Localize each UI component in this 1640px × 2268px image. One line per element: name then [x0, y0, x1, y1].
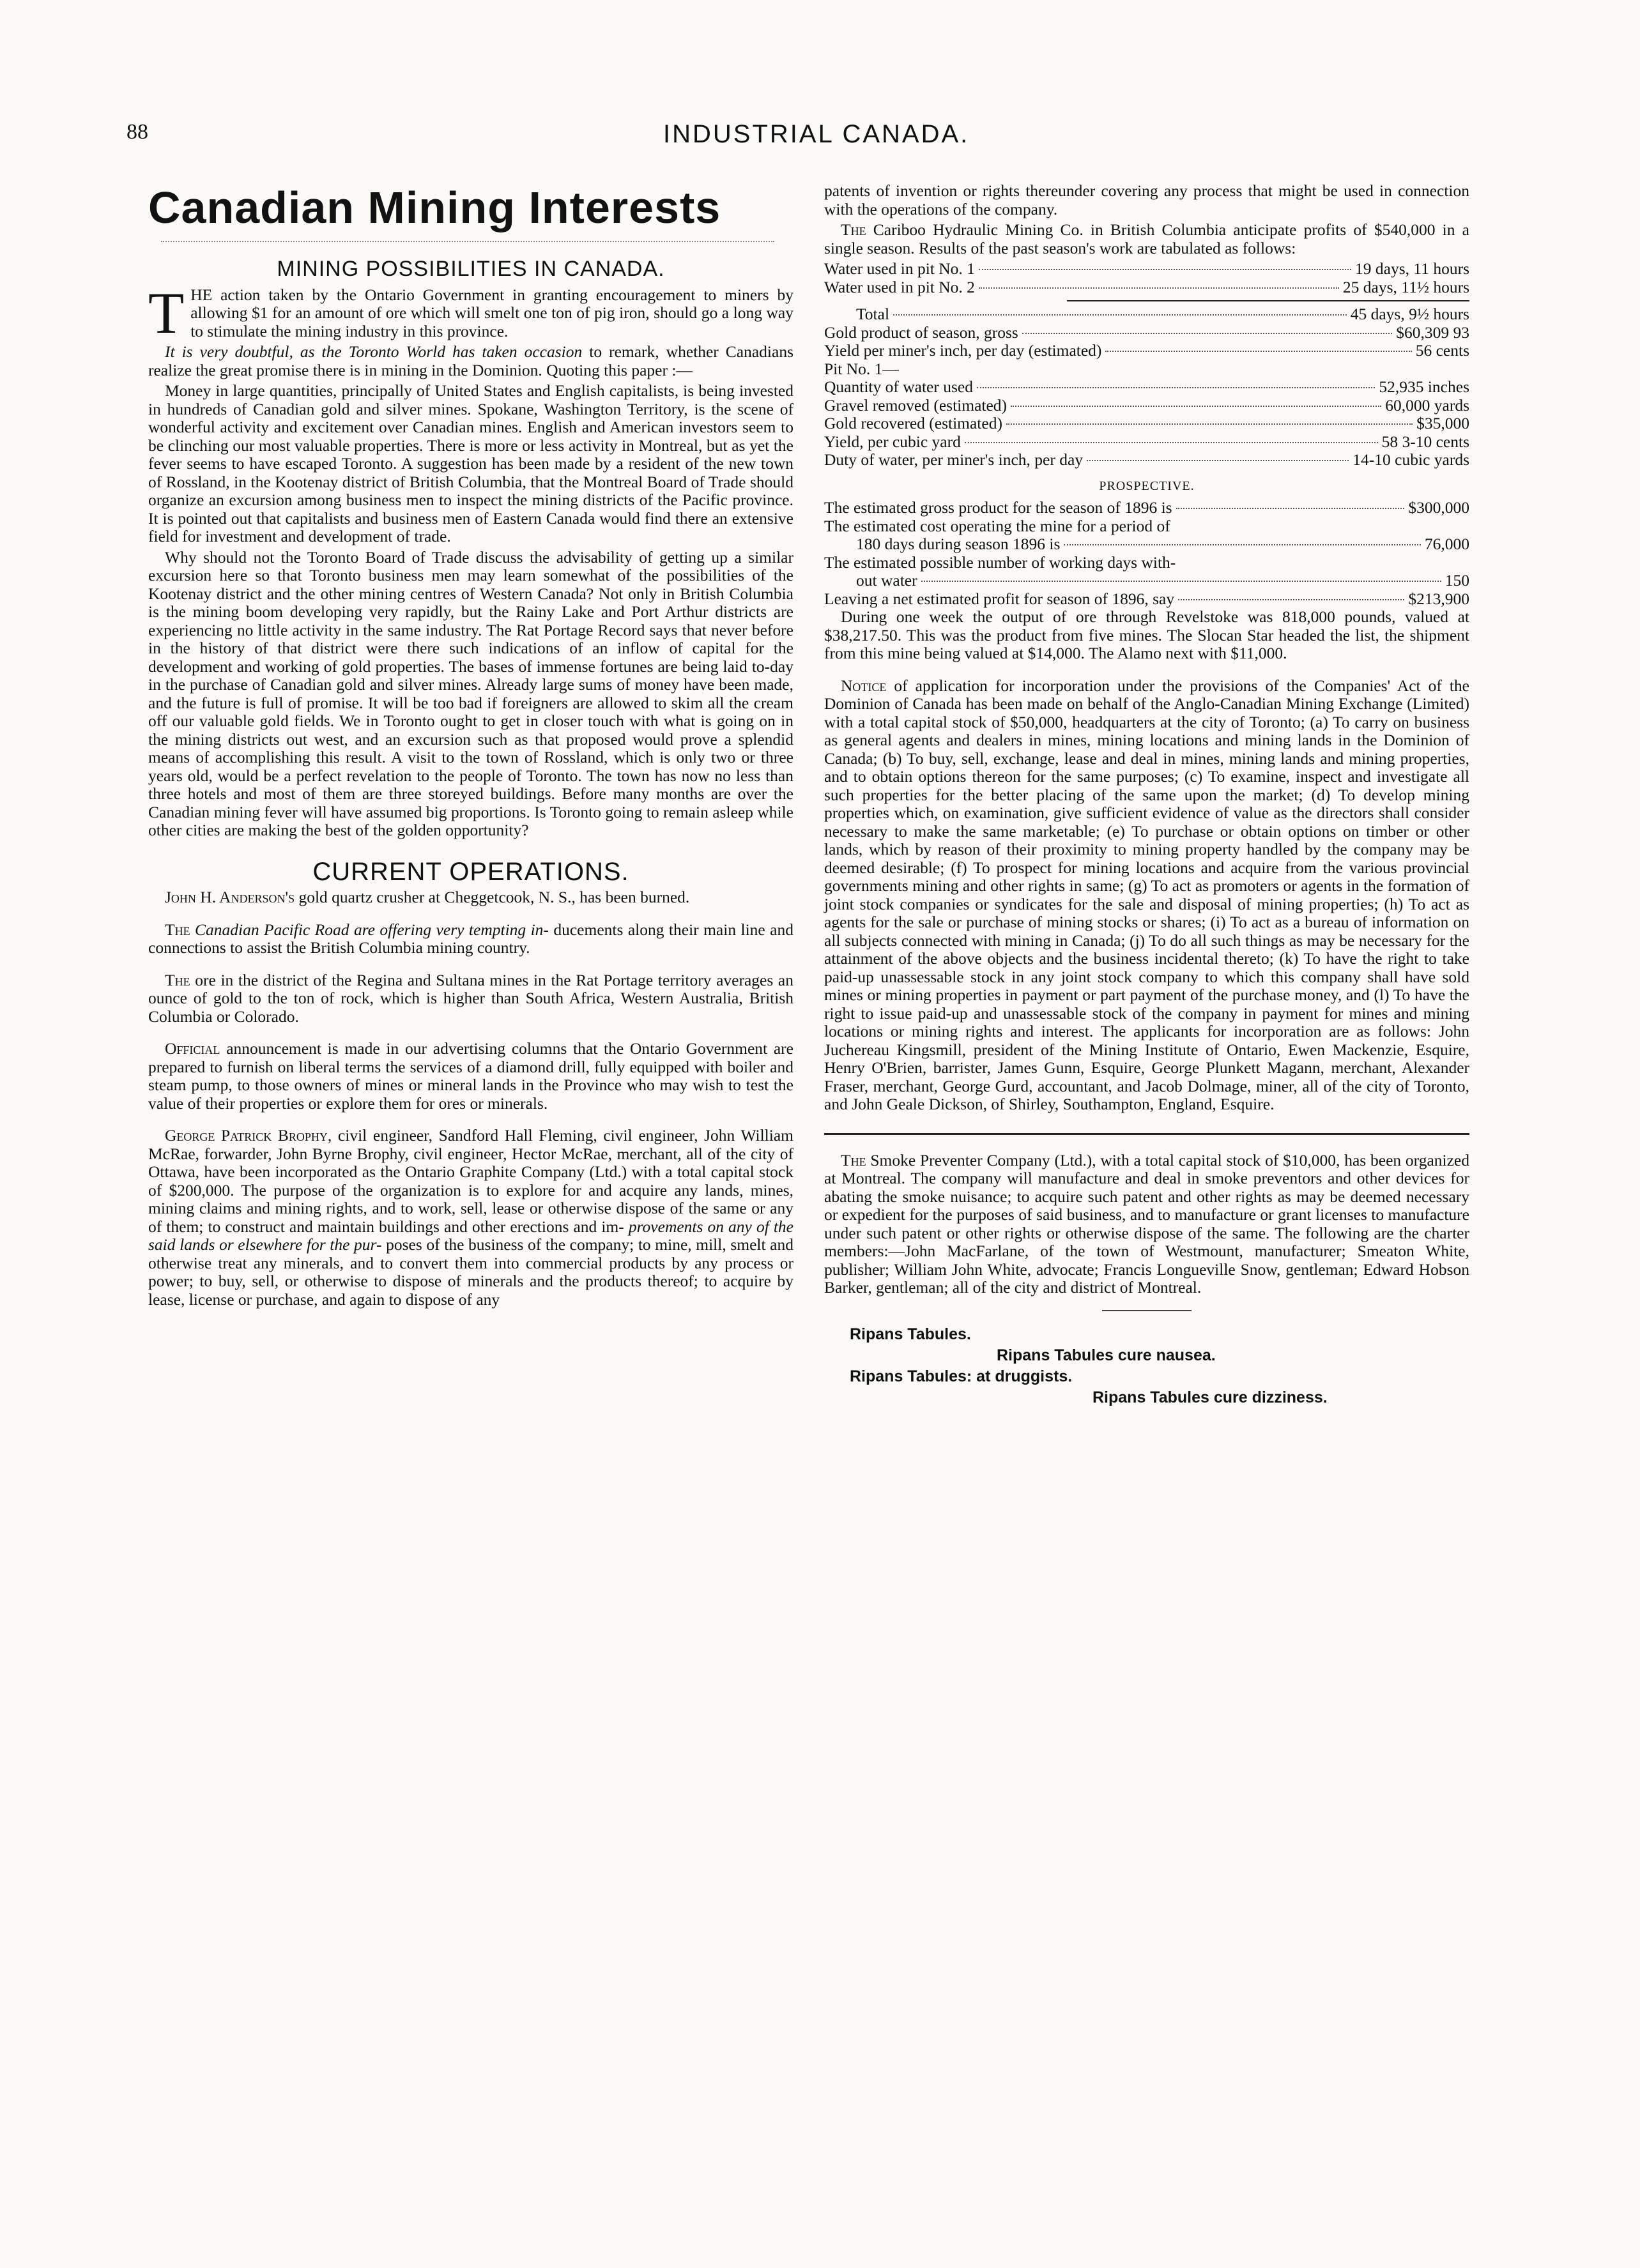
ad-line: Ripans Tabules cure nausea.: [997, 1346, 1216, 1364]
row-value: 56 cents: [1415, 341, 1469, 360]
row-label: Yield per miner's inch, per day (estimated): [824, 341, 1102, 360]
row-value: 52,935 inches: [1379, 377, 1469, 396]
quoted-paragraph: Why should not the Toronto Board of Trade discuss the advisability of getting up a similar excursion here so that Toronto business men may learn somewhat of the possibilities of the Kootenay district and the other mining centres of Western Canada? Not only in British Columbia is the mining boom developing very rapidly, but the Rainy Lake and Port Arthur districts are experiencing no little activity in the same industry. The Rat Portage Record says that never before in the history of that district were there such indications of an inflow of capital for the development and working of gold properties. The bases of immense fortunes are being laid to-day in the purchase of Canadian gold and silver mines. Already large sums of money have been made, and the future is full of promise. It will be too bad if foreigners are allowed to skim all the cream off our valuable gold fields. We in Toronto ought to get in closer touch with what is going on in the mining districts out west, and an excursion such as that proposed would prove a splendid means of accomplishing this result. A visit to the town of Rossland, which is only two or three years old, would be a perfect revelation to the people of Toronto. The town has now no less than three hotels and most of them are three storeyed buildings. Before many months are over the Canadian mining fever will have assumed big proportions. Is Toronto going to remain asleep while other cities are making the best of the golden opportunity?: [148, 547, 793, 839]
row-label: Leaving a net estimated profit for season of 1896, say: [824, 589, 1175, 608]
table-row: [824, 324, 1469, 342]
row-value: 19 days, 11 hours: [1355, 259, 1469, 278]
table-row: [824, 378, 1469, 397]
lead-in: John H. Anderson's: [165, 888, 295, 906]
section-heading-mining-possibilities: MINING POSSIBILITIES IN CANADA.: [277, 257, 665, 281]
news-text: gold quartz crusher at Cheggetcook, N. S., has been burned.: [295, 888, 690, 906]
drop-cap: T: [148, 280, 185, 346]
paragraph: [148, 280, 793, 346]
row-value: $300,000: [1408, 498, 1469, 517]
row-label: The estimated cost operating the mine for a period of: [824, 516, 1170, 535]
table-row: [824, 535, 1469, 554]
row-value: 76,000: [1424, 535, 1469, 553]
left-column: [148, 182, 793, 1311]
row-value: 60,000 yards: [1385, 395, 1469, 415]
paragraph-text: Cariboo Hydraulic Mining Co. in British Columbia anticipate profits of $540,000 in a single season. Results of the past season's work are tabulated as follows:: [824, 220, 1469, 257]
italic-text: provements on any of the said lands or elsewhere for the pur-: [148, 1217, 793, 1254]
row-value: $60,309 93: [1396, 323, 1469, 342]
news-item: [148, 971, 793, 1026]
table-row: [824, 590, 1469, 609]
table-row: [824, 278, 1469, 297]
leader-dots: [965, 442, 1378, 443]
leader-dots: [1064, 544, 1420, 545]
paragraph: [824, 677, 1469, 1114]
paragraph: [824, 1152, 1469, 1297]
table-row: [824, 433, 1469, 452]
paragraph: During one week the output of ore through Revelstoke was 818,000 pounds, valued at $38,217.50. This was the product from five mines. The Slocan Star headed the list, the shipment from this mine being valued at $14,000. The Alamo next with $11,000.: [824, 607, 1469, 662]
news-text: civil engineer, Sandford Hall Fleming, civil engineer, John William McRae, forwarder, John Byrne Brophy, civil engineer, Hector McRae, merchant, all of the city of Ottawa, have been incorporated as the Ontario Graphite Company (Ltd.) with a total capital stock of $200,000. The purpose of the organization is to explore for and acquire any lands, mines, mining claims and mining rights, and to work, sell, lease or otherwise dispose of the same or any of them; to construct and maintain buildings and other erections and im-: [148, 1126, 793, 1236]
leader-dots: [1105, 351, 1411, 352]
news-item: [148, 921, 793, 957]
page-number: 88: [126, 120, 148, 144]
prospective-heading: PROSPECTIVE.: [1099, 478, 1195, 493]
news-text: announcement is made in our advertising columns that the Ontario Government are prepared to furnish on liberal terms the services of a diamond drill, fully equipped with boiler and steam pump, to those owners of mines or mineral lands in the Province who may wish to test the value of their properties or explore them for ores or minerals.: [148, 1039, 793, 1113]
masthead: Canadian Mining Interests: [148, 183, 721, 232]
table-row: [824, 499, 1469, 517]
lead-in: The: [165, 920, 190, 939]
news-text: poses of the business of the company; to mine, mill, smelt and otherwise treat any minerals, and to convert them into commercial products by any process or power; to buy, sell, or otherwise to dispose of minerals and the products thereof; to acquire by lease, license or purchase, and again to dispose of any: [148, 1235, 794, 1309]
paragraph: [824, 221, 1469, 257]
short-divider: [1102, 1310, 1192, 1311]
table-row: [824, 260, 1469, 278]
lead-in: Official: [165, 1039, 220, 1058]
row-value: 150: [1445, 571, 1469, 590]
italic-text: Canadian Pacific Road are offering very tempting in-: [190, 920, 549, 939]
row-label: 180 days during season 1896 is: [856, 535, 1061, 553]
row-value: 58 3-10 cents: [1381, 432, 1469, 451]
leader-dots: [979, 269, 1351, 270]
leader-dots: [1178, 599, 1404, 600]
lead-in: The: [165, 970, 190, 989]
news-item: [148, 1127, 793, 1309]
running-title: INDUSTRIAL CANADA.: [663, 120, 970, 148]
table-subheading: [824, 360, 1469, 379]
ad-line: Ripans Tabules cure dizziness.: [1092, 1388, 1328, 1406]
lead-in: Notice: [841, 676, 887, 695]
row-label: Yield, per cubic yard: [824, 432, 961, 451]
row-label: The estimated possible number of working days with-: [824, 552, 1176, 572]
row-label: Pit No. 1—: [824, 359, 899, 378]
total-rule: [1067, 300, 1469, 301]
news-item: [148, 1040, 793, 1113]
leader-dots: [893, 314, 1347, 316]
section-divider: [824, 1133, 1469, 1135]
row-label: Gold product of season, gross: [824, 323, 1018, 342]
row-value: 45 days, 9½ hours: [1350, 305, 1469, 323]
dotted-divider: [161, 241, 774, 252]
italic-text: It is very doubtful, as the Toronto World has taken occasion: [165, 342, 583, 361]
row-label: Duty of water, per miner's inch, per day: [824, 450, 1084, 469]
right-column: [824, 182, 1469, 1408]
results-table: [824, 260, 1469, 469]
table-row: [824, 517, 1469, 536]
row-label: Water used in pit No. 2: [824, 277, 975, 296]
row-label: Total: [856, 305, 890, 323]
leader-dots: [1006, 423, 1413, 425]
advertisement-block: [824, 1324, 1469, 1408]
leader-dots: [1176, 508, 1405, 509]
ad-line: Ripans Tabules.: [850, 1325, 971, 1343]
row-value: $35,000: [1416, 414, 1469, 432]
paragraph-text: HE action taken by the Ontario Government in granting encouragement to miners by allowing $1 for an amount of ore which will smelt one ton of pig iron, should go a long way to stimulate the mining industry in this province.: [190, 285, 793, 340]
lead-in: George Patrick Brophy,: [165, 1126, 332, 1145]
paragraph-text: to remark, whether Canadians realize the great promise there is in mining in the Dominion. Quoting this paper :—: [148, 342, 793, 379]
paragraph: patents of invention or rights thereunder covering any process that might be used in connection with the operations of the company.: [824, 181, 1469, 218]
ad-line: Ripans Tabules: at druggists.: [850, 1367, 1073, 1385]
row-value: 25 days, 11½ hours: [1342, 277, 1469, 296]
paragraph-text: Smoke Preventer Company (Ltd.), with a total capital stock of $10,000, has been organized at Montreal. The company will manufacture and deal in smoke preventors and other devices for abating the smoke nuisance; to acquire such patent and other rights as may be deemed necessary or expedient for the purposes of said business, and to manufacture or grant licenses to manufacture under such patent or other rights or otherwise dispose of the same. The following are the charter members:—John MacFarlane, of the town of Westmount, manufacturer; Smeaton White, publisher; William John White, advocate; Francis Longueville Snow, gentleman; Edward Hobson Barker, gentleman; all of the city and district of Montreal.: [824, 1150, 1469, 1297]
leader-dots: [977, 387, 1375, 388]
paragraph-text: of application for incorporation under the provisions of the Companies' Act of the Dominion of Canada has been made on behalf of the Anglo-Canadian Mining Exchange (Limited) with a total capital stock of $50,000, headquarters at the city of Toronto; (a) To carry on business as general agents and dealers in mines, mining locations and mining lands in the Dominion of Canada; (b) To buy, sell, exchange, lease and deal in mines, mining lands and mining properties, and to obtain options thereon for the same purposes; (c) To examine, inspect and investigate all such properties for the better placing of the same upon the market; (d) To develop mining properties which, on examination, give sufficient evidence of value as the directors shall consider necessary to make the same marketable; (e) To purchase or obtain options on timber or other lands, which by reason of their proximity to mining property handled by the company may be deemed desirable; (f) To prospect for mining locations and acquire from the various provincial governments mining and other rights in same; (g) To act as promoters or agents in the formation of joint stock companies or syndicates for the sale and disposal of mining properties; (h) To act as agents for the sale or purchase of mining stocks or shares; (i) To act as a bureau of information on all subjects connected with mining in Canada; (j) To do all such things as may be necessary for the attainment of the above objects and the business incidental thereto; (k) To have the right to take paid-up unassessable stock in any joint stock company to which this company shall have sold mines or mining properties in payment or part payment of the purchase money, and (l) To have the right to issue paid-up and unassessable stock of the company in payment for mines and mining locations or mining rights and interest. The applicants for incorporation are as follows: John Juchereau Kingsmill, president of the Mining Institute of Ontario, Ewen Mackenzie, Esquire, Henry O'Brien, barrister, James Gunn, Esquire, George Plunkett Magann, merchant, Alexander Fraser, merchant, George Gurd, accountant, and Jacob Dolmage, miner, all of the city of Toronto, and John Geale Dickson, of Shirley, Southampton, England, Esquire.: [824, 676, 1469, 1113]
lead-in: The: [841, 220, 866, 239]
row-label: Quantity of water used: [824, 377, 973, 396]
prospective-table: [824, 499, 1469, 608]
section-heading-current-operations: CURRENT OPERATIONS.: [312, 857, 629, 886]
news-item: [148, 888, 793, 907]
row-label: out water: [856, 571, 917, 590]
table-row: [824, 342, 1469, 360]
row-label: Water used in pit No. 1: [824, 259, 975, 278]
news-text: ore in the district of the Regina and Sultana mines in the Rat Portage territory averages an ounce of gold to the ton of rock, which is higher than South Africa, Western Australia, British Columbia or Colorado.: [148, 970, 793, 1026]
total-row: [824, 305, 1469, 324]
leader-dots: [921, 581, 1441, 582]
table-row: [824, 572, 1469, 590]
row-label: Gold recovered (estimated): [824, 414, 1002, 432]
quoted-paragraph: Money in large quantities, principally of United States and English capitalists, is being invested in hundreds of Canadian gold and silver mines. Spokane, Washington Territory, is the scene of wonderful activity and excitement over Canadian mines. English and American investors seem to be clinching our most valuable properties. There is more or less activity in Montreal, but as yet the fever seems to have escaped Toronto. A suggestion has been made by a resident of the new town of Rossland, in the Kootenay district of British Columbia, that the Montreal Board of Trade should organize an excursion among business men to inspect the mining districts of the Pacific province. It is pointed out that capitalists and business men of Eastern Canada would find there an extensive field for investment and development of trade.: [148, 381, 793, 545]
leader-dots: [979, 287, 1339, 289]
leader-dots: [1087, 460, 1349, 461]
table-row: [824, 451, 1469, 469]
row-label: The estimated gross product for the season of 1896 is: [824, 498, 1172, 517]
row-label: Gravel removed (estimated): [824, 395, 1008, 415]
row-value: $213,900: [1408, 589, 1469, 608]
table-row: [824, 397, 1469, 415]
paragraph: [148, 343, 793, 379]
leader-dots: [1011, 406, 1381, 407]
table-row: [824, 415, 1469, 433]
page-header: [126, 120, 1545, 165]
row-value: 14-10 cubic yards: [1353, 450, 1469, 469]
table-row: [824, 554, 1469, 572]
lead-in: The: [841, 1150, 866, 1169]
news-text: ducements along their main line and connections to assist the British Columbia mining country.: [148, 920, 793, 957]
leader-dots: [1022, 333, 1392, 334]
